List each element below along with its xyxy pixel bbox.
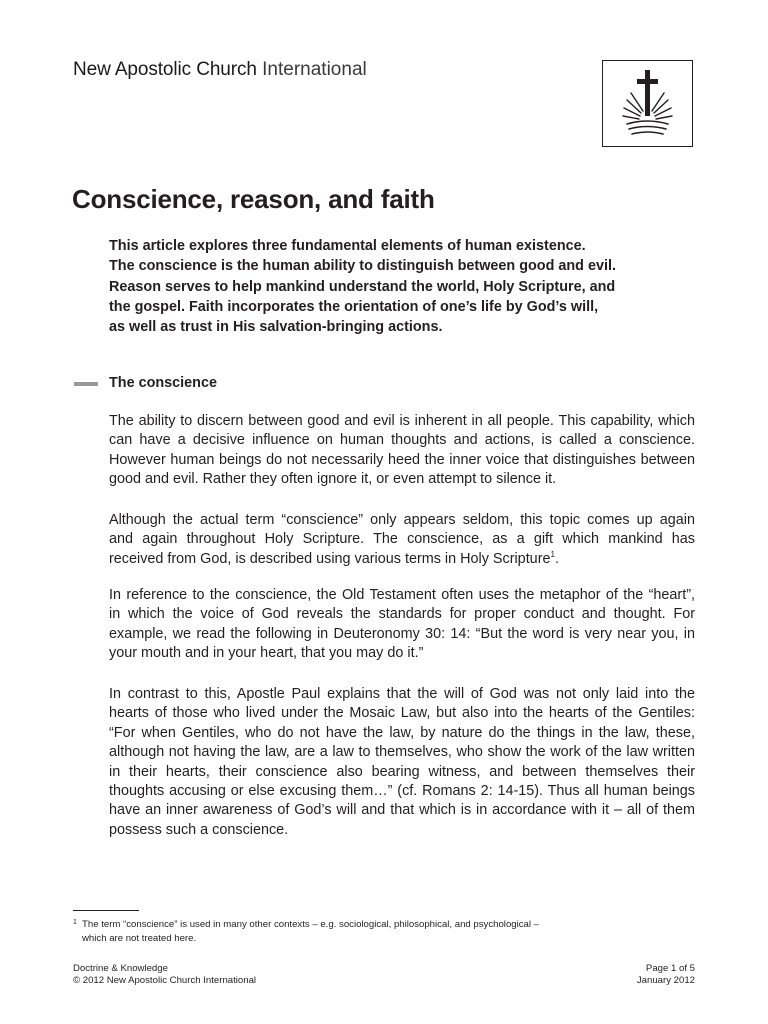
- organization-name-secondary: International: [262, 59, 367, 80]
- paragraph-line: have an inner awareness of God’s will and that which is in accordance with it – all of them: [109, 802, 695, 819]
- organization-name-primary: New Apostolic Church: [73, 59, 257, 80]
- abstract-line: as well as trust in His salvation-bringing actions.: [109, 319, 443, 336]
- paragraph-line: Although the actual term “conscience” only appears seldom, this topic comes up again: [109, 512, 695, 528]
- footer-copyright: © 2012 New Apostolic Church International: [73, 975, 257, 986]
- paragraph-line: in their hearts, their conscience also bearing witness, and between themselves their: [109, 763, 695, 780]
- abstract-line: This article explores three fundamental elements of human existence.: [109, 238, 586, 254]
- footnote-line: which are not treated here.: [82, 932, 197, 944]
- paragraph-line: good and evil. Rather they often ignore it, or even attempt to silence it.: [109, 471, 557, 488]
- page-number: Page 1 of 5: [645, 963, 695, 974]
- paragraph-line: possess such a conscience.: [109, 821, 289, 838]
- paragraph-line: example, we read the following in Deuteronomy 30: 14: “But the word is very near you, in: [109, 625, 695, 642]
- publication-date: January 2012: [636, 975, 695, 986]
- body-paragraph: [109, 511, 695, 569]
- paragraph-line: can have a decisive influence on human thoughts and actions, is called a conscience.: [109, 432, 695, 449]
- paragraph-line: However human beings do not necessarily heed the inner voice that distinguishes between: [109, 451, 695, 468]
- footer-left: [73, 963, 256, 987]
- paragraph-line: hearts of those who lived under the Mosaic Law, but also into the hearts of the Gentiles:: [109, 705, 695, 722]
- paragraph-line: although not having the law, are a law to themselves, who show the work of the law written: [109, 744, 695, 761]
- paragraph-line: “For when Gentiles, who do not have the law, by nature do the things in the law, these,: [109, 724, 695, 741]
- sentence-end: .: [554, 550, 559, 567]
- body-paragraph: [109, 685, 695, 840]
- paragraph-text: received from God, is described using various terms in Holy Scripture: [109, 550, 551, 567]
- paragraph-line: in which the voice of God reveals the standards for proper conduct and thought. For: [109, 606, 695, 623]
- church-logo: [602, 60, 693, 147]
- footnote-line: The term “conscience” is used in many other contexts – e.g. sociological, philosophical, and psychological –: [82, 919, 540, 930]
- footer-series: Doctrine & Knowledge: [73, 963, 168, 974]
- paragraph-line: The ability to discern between good and evil is inherent in all people. This capability, which: [109, 413, 695, 429]
- abstract-line: The conscience is the human ability to distinguish between good and evil.: [109, 258, 616, 275]
- paragraph-line: In reference to the conscience, the Old Testament often uses the metaphor of the “heart”,: [109, 587, 695, 603]
- paragraph-line: your mouth and in your heart, that you may do it.”: [109, 645, 424, 662]
- footer-right: [637, 963, 695, 987]
- footnote-mark: 1: [73, 919, 77, 926]
- nac-logo-icon: [603, 61, 692, 146]
- paragraph-line: thoughts accusing or else excusing them…” (cf. Romans 2: 14-15). Thus all human beings: [109, 783, 695, 800]
- footnote-divider: [73, 910, 139, 911]
- footnote: [73, 918, 539, 945]
- abstract: [109, 236, 649, 337]
- paragraph-line: In contrast to this, Apostle Paul explains that the will of God was not only laid into the: [109, 686, 695, 702]
- abstract-line: Reason serves to help mankind understand the world, Holy Scripture, and: [109, 278, 616, 295]
- paragraph-line: and again throughout Holy Scripture. The conscience, as a gift which mankind has: [109, 531, 695, 548]
- abstract-line: the gospel. Faith incorporates the orientation of one’s life by God’s will,: [109, 298, 599, 315]
- section-marker: [74, 382, 98, 386]
- section-heading: The conscience: [109, 375, 217, 391]
- body-paragraph: [109, 412, 695, 490]
- paragraph-line-with-footnote: [109, 550, 695, 569]
- organization-name: [73, 58, 367, 82]
- footnote-reference[interactable]: 1: [550, 550, 555, 560]
- document-title: Conscience, reason, and faith: [72, 184, 435, 214]
- body-paragraph: [109, 586, 695, 664]
- footnote-text: [82, 918, 539, 945]
